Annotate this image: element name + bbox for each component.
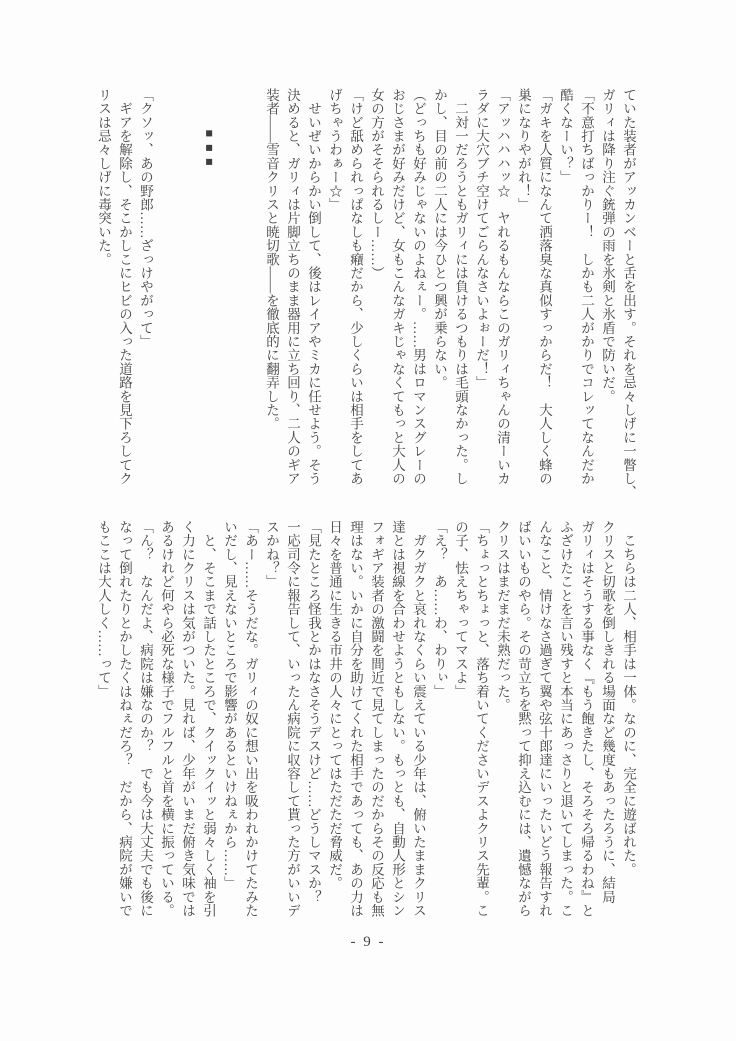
text-column: 「え？ あ……わ、わりぃ」: [432, 520, 447, 699]
text-column: 酷くなーい？」: [558, 88, 573, 184]
column-gap: [219, 88, 240, 500]
text-column: かし、目の前の二人には今ひとつ興が乗らない。: [432, 88, 447, 390]
text-column: ガリィはそうする事なく『もう飽きたし、そろそろ帰るわね』と: [579, 520, 594, 918]
text-column: ガクガクと哀れなくらい震えている少年は、俯いたままクリス: [411, 520, 426, 918]
section-break-marker: ■■■: [202, 88, 216, 169]
text-column: ばいいものやら。その苛立ちを黙って抑え込むには、遺憾ながら: [516, 520, 531, 918]
text-column: ふざけたことを言い残すと本当にあっさりと退いてしまった。こ: [558, 520, 573, 918]
text-column: 日々を普通に生きる市井の人々にとってはただただ脅威だ。: [327, 520, 342, 890]
page-number: - 9 -: [350, 934, 386, 950]
text-column: いだし、見えないところで影響があるといけねぇから……」: [222, 520, 237, 890]
text-column: 女の方がそそられるしー……）: [369, 88, 384, 280]
text-column: 理はない。いかに自分を助けてくれた相手であっても、あの力は: [348, 520, 363, 918]
text-column: 「ちょっとちょっと、落ち着いてくださいデスよクリス先輩。こ: [474, 520, 489, 918]
text-column: の子、怯えちゃってマスよ」: [453, 520, 468, 699]
text-column: 「クソッ、あの野郎……ざっけやがって」: [138, 88, 153, 349]
text-column: もここは大人しく……って」: [96, 520, 111, 699]
text-column: おじさまが好みだけど、女もこんなガキじゃなくてもっと大人の: [390, 88, 405, 486]
text-column: げちゃうわぁー☆」: [327, 88, 342, 212]
column-gap: [177, 88, 198, 500]
text-column: 決めると、ガリィは片脚立ちのまま器用に立ち回り、二人のギア: [285, 88, 300, 486]
text-column: なって倒れたりとかしたくはねぇだろ？ だから、病院が嫌いで: [117, 520, 132, 918]
text-column: ていた装者がアッカンベーと舌を出す。それを忌々しげに一瞥し、: [621, 88, 636, 499]
column-gap: [240, 88, 261, 500]
text-column: （どっちも好みじゃないのよねぇー。……男はロマンスグレーの: [411, 88, 426, 486]
text-column: こちらは二人、相手は一体。なのに、完全に遊ばれた。: [621, 520, 636, 877]
text-column: んなこと、情けなさ過ぎて翼や弦十郎達にいったいどう報告すれ: [537, 520, 552, 918]
text-column: 「けど舐められっぱなしも癪だから、少しくらいは相手をしてあ: [348, 88, 363, 486]
text-column: く力にクリスは気がついた。見れば、少年がいまだ俯き気味では: [180, 520, 195, 918]
text-column: フォギア装者の激闘を間近で見てしまったのだからその反応も無: [369, 520, 384, 918]
text-column: 一応司令に報告して、いったん病院に収容して貰った方がいいデ: [285, 520, 300, 918]
text-block-bottom: [93, 520, 639, 932]
text-column: ギアを解除し、そこかしこにヒビの入った道路を見下ろしてク: [117, 88, 132, 486]
text-column: 「不意打ちばっかりー！ しかも二人がかりでコレッてなんだか: [579, 88, 594, 486]
text-column: 「アッハハハッ☆ ヤれるもんならこのガリィちゃんの清ーいカ: [495, 88, 510, 486]
text-column: せいぜいからかい倒して、後はレイアやミカに任せよう。そう: [306, 88, 321, 486]
text-column: 「ガキを人質になんて洒落臭な真似すっからだ！ 大人しく蜂の: [537, 88, 552, 486]
text-column: クリスはまだまだ未熟だった。: [495, 520, 510, 712]
text-column: リスは忌々しげに毒突いた。: [96, 88, 111, 267]
text-column: ガリィは降り注ぐ銃弾の雨を氷剣と氷盾で防いだ。: [600, 88, 615, 404]
text-column: 装者――雪音クリスと暁切歌――を徹底的に翻弄した。: [264, 88, 279, 431]
text-column: 「あー……そうだな。ガリィの奴に想い出を吸われかけてたみた: [243, 520, 258, 918]
text-column: 「ん？ なんだよ、病院は嫌なのか？ でも今は大丈夫でも後に: [138, 520, 153, 918]
text-column: あるけれど何やら必死な様子でフルフルと首を横に振っている。: [159, 520, 174, 918]
text-column: スかね？」: [264, 520, 279, 589]
text-column: と、そこまで話したところで、クイックイッと弱々しく袖を引: [201, 520, 216, 918]
text-column: クリスと切歌を倒しきれる場面など幾度もあったろうに、結局: [600, 520, 615, 904]
text-column: 巣になりやがれ！」: [516, 88, 531, 212]
text-column: 「見たところ怪我とかはなさそうデスけど……どうしマスか？: [306, 520, 321, 904]
text-column: ラダに大穴ブチ空けてごらんなさいよぉーだ！」: [474, 88, 489, 390]
text-column: 二対一だろうともガリィには負けるつもりは毛頭なかった。し: [453, 88, 468, 486]
text-block-top: [93, 88, 639, 500]
column-gap: [156, 88, 177, 500]
text-column: 達とは視線を合わせようともしない。もっとも、自動人形とシン: [390, 520, 405, 918]
